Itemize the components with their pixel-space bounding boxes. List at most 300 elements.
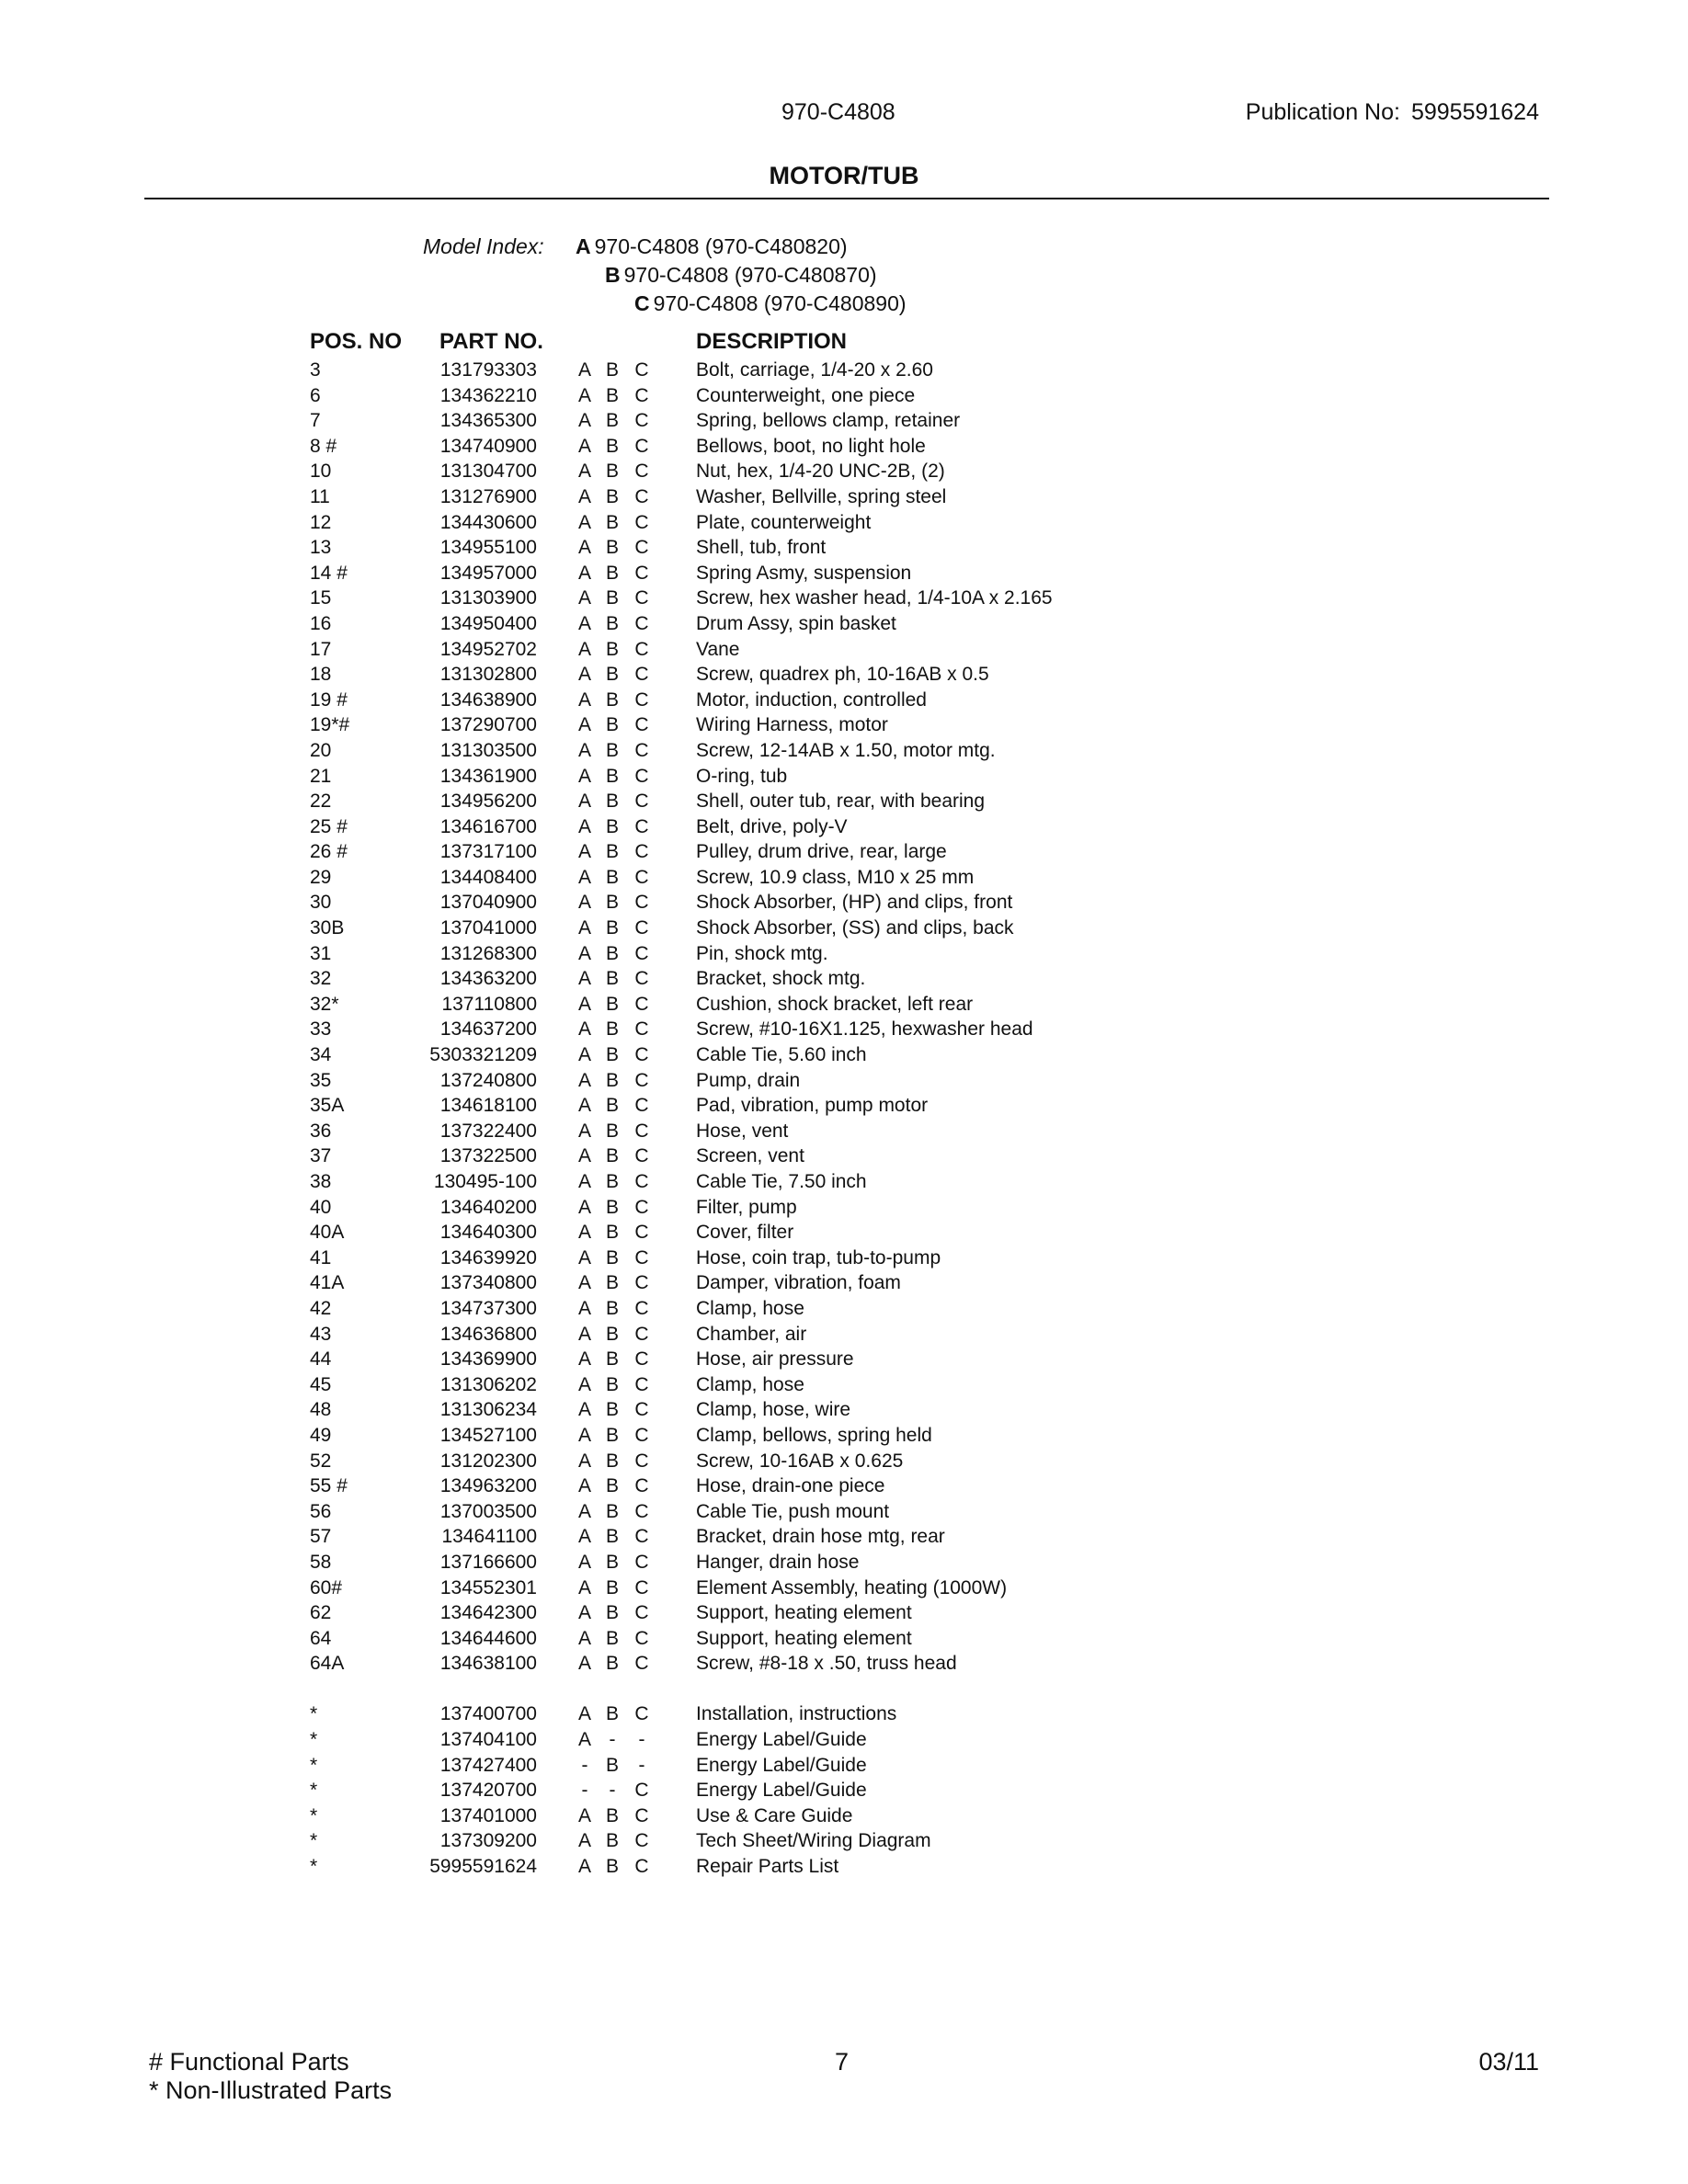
part-number: 137290700 <box>439 714 537 736</box>
model-b-flag: B <box>605 1373 619 1395</box>
part-row <box>0 510 1688 536</box>
part-pos: 64A <box>310 1653 345 1675</box>
model-a-flag: A <box>577 1348 591 1371</box>
model-c-flag: C <box>634 1424 649 1446</box>
part-pos: 10 <box>310 461 332 483</box>
part-row <box>0 1093 1688 1119</box>
model-c-flag: C <box>634 1450 649 1472</box>
part-row <box>0 738 1688 764</box>
part-pos: 35 <box>310 1069 332 1091</box>
part-description: Shock Absorber, (HP) and clips, front <box>696 892 1013 914</box>
model-a-flag: A <box>577 511 591 533</box>
part-number: 134956200 <box>439 791 537 813</box>
model-c-flag: C <box>634 1348 649 1371</box>
part-description: Bolt, carriage, 1/4-20 x 2.60 <box>696 359 933 381</box>
part-description: Cable Tie, 5.60 inch <box>696 1044 867 1066</box>
part-number: 130495-100 <box>433 1171 537 1192</box>
model-b-flag: B <box>605 1171 619 1192</box>
part-pos: 36 <box>310 1120 332 1142</box>
model-c-flag: C <box>634 765 649 787</box>
part-row <box>0 839 1688 865</box>
model-a-flag: A <box>577 1145 591 1167</box>
part-description: Installation, instructions <box>696 1703 897 1725</box>
part-row <box>0 1119 1688 1144</box>
model-c-flag: C <box>634 1576 649 1598</box>
part-description: Wiring Harness, motor <box>696 714 888 736</box>
part-description: Belt, drive, poly-V <box>696 815 848 837</box>
part-description: Use & Care Guide <box>696 1804 853 1826</box>
part-description: Chamber, air <box>696 1323 807 1345</box>
part-number: 137240800 <box>439 1069 537 1091</box>
model-c-flag: C <box>634 1222 649 1244</box>
model-b-flag: B <box>605 537 619 559</box>
model-c-flag: C <box>634 1703 649 1725</box>
part-number: 137400700 <box>439 1703 537 1725</box>
part-row <box>0 459 1688 484</box>
model-a-flag: A <box>577 562 591 584</box>
part-number: 137041000 <box>439 917 537 939</box>
part-pos: 25 # <box>310 815 348 837</box>
part-description: Screw, 10.9 class, M10 x 25 mm <box>696 866 975 888</box>
model-a-flag: A <box>577 1095 591 1117</box>
model-b-flag: B <box>605 1602 619 1624</box>
model-a-flag: A <box>577 1653 591 1675</box>
part-pos: 37 <box>310 1145 332 1167</box>
part-row <box>0 814 1688 840</box>
part-pos: 18 <box>310 664 332 686</box>
model-a-flag: A <box>577 1044 591 1066</box>
part-pos: 3 <box>310 359 321 381</box>
model-b-flag: B <box>605 1703 619 1725</box>
part-description: Screw, 12-14AB x 1.50, motor mtg. <box>696 739 996 761</box>
model-a-flag: A <box>577 942 591 964</box>
part-row <box>0 688 1688 713</box>
part-row <box>0 1042 1688 1068</box>
part-pos: 19*# <box>310 714 350 736</box>
part-number: 134957000 <box>439 562 537 584</box>
part-row <box>0 1499 1688 1525</box>
model-a-flag: A <box>577 1526 591 1548</box>
part-row <box>0 1600 1688 1626</box>
model-a-flag: - <box>581 1754 588 1776</box>
part-pos: 60# <box>310 1576 343 1598</box>
part-pos: 26 # <box>310 841 348 863</box>
part-row <box>0 1473 1688 1499</box>
part-description: Energy Label/Guide <box>696 1729 867 1751</box>
model-c-flag: C <box>634 435 649 457</box>
model-c-flag: C <box>634 866 649 888</box>
column-header-description: DESCRIPTION <box>696 329 848 354</box>
model-c-flag: C <box>634 587 649 609</box>
model-b-flag: B <box>605 435 619 457</box>
part-number: 134618100 <box>439 1095 537 1117</box>
model-b-flag: B <box>605 1551 619 1573</box>
part-row <box>0 712 1688 738</box>
part-description: Pin, shock mtg. <box>696 942 828 964</box>
part-number: 134639920 <box>439 1246 537 1268</box>
model-c-flag: C <box>634 1500 649 1522</box>
model-index-a <box>576 233 848 261</box>
model-letter: B <box>605 263 621 287</box>
part-number: 134408400 <box>439 866 537 888</box>
footer-functional-parts: # Functional Parts <box>149 2048 349 2076</box>
part-description: Shock Absorber, (SS) and clips, back <box>696 917 1014 939</box>
part-description: Bracket, drain hose mtg, rear <box>696 1526 945 1548</box>
model-b-flag: B <box>605 1830 619 1852</box>
model-index-c <box>634 290 907 318</box>
part-description: Nut, hex, 1/4-20 UNC-2B, (2) <box>696 461 945 483</box>
model-b-flag: B <box>605 841 619 863</box>
model-a-flag: A <box>577 1729 591 1751</box>
model-b-flag: B <box>605 1399 619 1421</box>
part-pos: 40 <box>310 1196 332 1218</box>
part-number: 137322500 <box>439 1145 537 1167</box>
part-pos: 30B <box>310 917 345 939</box>
part-description: Repair Parts List <box>696 1856 839 1878</box>
model-a-flag: A <box>577 688 591 711</box>
part-number: 134361900 <box>439 765 537 787</box>
model-b-flag: B <box>605 714 619 736</box>
part-pos: 58 <box>310 1551 332 1573</box>
part-description: Clamp, hose <box>696 1373 804 1395</box>
model-c-flag: C <box>634 1551 649 1573</box>
part-number: 137427400 <box>439 1754 537 1776</box>
model-a-flag: A <box>577 1830 591 1852</box>
part-pos: * <box>310 1754 318 1776</box>
model-a-flag: A <box>577 866 591 888</box>
model-b-flag: B <box>605 1222 619 1244</box>
part-row <box>0 637 1688 663</box>
parts-list <box>0 358 1688 1880</box>
part-description: Screw, #10-16X1.125, hexwasher head <box>696 1018 1033 1041</box>
model-c-flag: C <box>634 1653 649 1675</box>
model-b-flag: B <box>605 1804 619 1826</box>
part-number: 131276900 <box>439 485 537 507</box>
part-pos: 14 # <box>310 562 348 584</box>
model-b-flag: B <box>605 1272 619 1294</box>
part-number: 131202300 <box>439 1450 537 1472</box>
part-number: 134637200 <box>439 1018 537 1041</box>
header-divider <box>144 198 1549 199</box>
model-c-flag: C <box>634 892 649 914</box>
model-b-flag: B <box>605 1145 619 1167</box>
model-a-flag: A <box>577 587 591 609</box>
part-row <box>0 1550 1688 1575</box>
model-c-flag: C <box>634 485 649 507</box>
part-number: 137340800 <box>439 1272 537 1294</box>
part-description: Support, heating element <box>696 1627 912 1649</box>
part-pos: 40A <box>310 1222 345 1244</box>
column-header-part: PART NO. <box>439 329 543 354</box>
part-row <box>0 1575 1688 1601</box>
part-description: Hose, drain-one piece <box>696 1475 885 1497</box>
model-b-flag: B <box>605 739 619 761</box>
part-number: 137110800 <box>441 993 537 1015</box>
model-b-flag: B <box>605 1044 619 1066</box>
part-description: Cable Tie, 7.50 inch <box>696 1171 867 1192</box>
model-a-flag: A <box>577 1576 591 1598</box>
part-pos: 19 # <box>310 688 348 711</box>
part-pos: 32* <box>310 993 339 1015</box>
model-b-flag: B <box>605 1348 619 1371</box>
part-row <box>0 992 1688 1018</box>
part-number: 5303321209 <box>429 1044 537 1066</box>
publication-number: 5995591624 <box>1410 99 1539 125</box>
model-a-flag: A <box>577 1399 591 1421</box>
model-b-flag: B <box>605 1323 619 1345</box>
model-text: 970-C4808 (970-C480820) <box>594 234 848 258</box>
part-pos: 30 <box>310 892 332 914</box>
part-number: 131793303 <box>439 359 537 381</box>
part-pos: * <box>310 1804 318 1826</box>
column-header-pos: POS. NO <box>310 329 403 354</box>
model-c-flag: C <box>634 638 649 660</box>
part-number: 137317100 <box>439 841 537 863</box>
part-pos: 43 <box>310 1323 332 1345</box>
model-c-flag: C <box>634 384 649 406</box>
part-pos: 29 <box>310 866 332 888</box>
model-a-flag: A <box>577 1450 591 1472</box>
part-pos: 13 <box>310 537 332 559</box>
model-a-flag: A <box>577 1272 591 1294</box>
model-c-flag: C <box>634 664 649 686</box>
model-a-flag: A <box>577 1475 591 1497</box>
model-b-flag: B <box>605 410 619 432</box>
model-b-flag: B <box>605 993 619 1015</box>
model-a-flag: A <box>577 1551 591 1573</box>
part-row <box>0 966 1688 992</box>
part-pos: 20 <box>310 739 332 761</box>
part-description: Hanger, drain hose <box>696 1551 860 1573</box>
model-c-flag: C <box>634 1171 649 1192</box>
part-number: 134952702 <box>439 638 537 660</box>
part-number: 134642300 <box>439 1602 537 1624</box>
part-number: 137401000 <box>439 1804 537 1826</box>
model-c-flag: C <box>634 993 649 1015</box>
part-row <box>0 890 1688 916</box>
part-description: Clamp, bellows, spring held <box>696 1424 932 1446</box>
non-illustrated-row <box>0 1828 1688 1854</box>
part-row <box>0 561 1688 586</box>
model-a-flag: A <box>577 892 591 914</box>
part-pos: 56 <box>310 1500 332 1522</box>
part-pos: 38 <box>310 1171 332 1192</box>
model-a-flag: A <box>577 968 591 990</box>
footer-non-illustrated-parts: * Non-Illustrated Parts <box>149 2076 393 2104</box>
part-number: 131306202 <box>439 1373 537 1395</box>
model-a-flag: A <box>577 638 591 660</box>
part-number: 137309200 <box>439 1830 537 1852</box>
part-pos: * <box>310 1703 318 1725</box>
part-row <box>0 1524 1688 1550</box>
model-b-flag: B <box>605 765 619 787</box>
part-description: Spring, bellows clamp, retainer <box>696 410 961 432</box>
part-pos: 52 <box>310 1450 332 1472</box>
model-a-flag: A <box>577 461 591 483</box>
part-row <box>0 1322 1688 1348</box>
model-b-flag: B <box>605 1653 619 1675</box>
part-row <box>0 383 1688 409</box>
model-c-flag: C <box>634 1526 649 1548</box>
part-row <box>0 662 1688 688</box>
part-pos: 34 <box>310 1044 332 1066</box>
part-description: Clamp, hose, wire <box>696 1399 851 1421</box>
part-pos: 7 <box>310 410 321 432</box>
footer-date: 03/11 <box>1478 2048 1539 2076</box>
part-pos: 21 <box>310 765 332 787</box>
non-illustrated-row <box>0 1727 1688 1753</box>
model-c-flag: C <box>634 1856 649 1878</box>
part-description: Shell, outer tub, rear, with bearing <box>696 791 986 813</box>
part-number: 134640300 <box>439 1222 537 1244</box>
part-pos: 62 <box>310 1602 332 1624</box>
model-b-flag: B <box>605 664 619 686</box>
model-b-flag: B <box>605 1475 619 1497</box>
part-row <box>0 1246 1688 1271</box>
part-description: Pump, drain <box>696 1069 801 1091</box>
model-a-flag: A <box>577 1222 591 1244</box>
model-c-flag: C <box>634 1602 649 1624</box>
part-number: 137322400 <box>439 1120 537 1142</box>
model-a-flag: A <box>577 1018 591 1041</box>
model-b-flag: B <box>605 1246 619 1268</box>
model-c-flag: C <box>634 1069 649 1091</box>
model-a-flag: A <box>577 993 591 1015</box>
part-number: 137003500 <box>439 1500 537 1522</box>
model-a-flag: A <box>577 765 591 787</box>
model-c-flag: C <box>634 461 649 483</box>
part-row <box>0 1296 1688 1322</box>
model-a-flag: A <box>577 485 591 507</box>
model-a-flag: A <box>577 841 591 863</box>
model-c-flag: C <box>634 1475 649 1497</box>
part-description: Hose, coin trap, tub-to-pump <box>696 1246 941 1268</box>
part-pos: 6 <box>310 384 321 406</box>
model-text: 970-C4808 (970-C480890) <box>653 291 907 315</box>
model-c-flag: C <box>634 612 649 634</box>
model-a-flag: A <box>577 791 591 813</box>
model-c-flag: C <box>634 714 649 736</box>
part-description: Screw, 10-16AB x 0.625 <box>696 1450 904 1472</box>
model-a-flag: A <box>577 739 591 761</box>
model-b-flag: B <box>605 942 619 964</box>
part-pos: 57 <box>310 1526 332 1548</box>
model-b-flag: B <box>605 359 619 381</box>
model-a-flag: A <box>577 1069 591 1091</box>
model-a-flag: A <box>577 1373 591 1395</box>
model-b-flag: B <box>605 1500 619 1522</box>
model-index-label: Model Index: <box>423 234 544 258</box>
part-description: Motor, induction, controlled <box>696 688 927 711</box>
part-pos: 64 <box>310 1627 332 1649</box>
part-pos: * <box>310 1780 318 1802</box>
model-letter: A <box>576 234 591 258</box>
part-description: Plate, counterweight <box>696 511 872 533</box>
model-c-flag: C <box>634 688 649 711</box>
model-a-flag: A <box>577 1120 591 1142</box>
part-pos: * <box>310 1729 318 1751</box>
model-c-flag: C <box>634 917 649 939</box>
model-a-flag: A <box>577 1602 591 1624</box>
part-description: Screen, vent <box>696 1145 804 1167</box>
non-illustrated-row <box>0 1778 1688 1803</box>
model-c-flag: C <box>634 1297 649 1319</box>
model-c-flag: C <box>634 1018 649 1041</box>
model-b-flag: B <box>605 1450 619 1472</box>
part-number: 134362210 <box>439 384 537 406</box>
model-a-flag: A <box>577 714 591 736</box>
part-row <box>0 789 1688 814</box>
part-row <box>0 1220 1688 1246</box>
model-b-flag: B <box>605 1856 619 1878</box>
part-row <box>0 1372 1688 1398</box>
section-title-text: MOTOR/TUB <box>769 162 919 189</box>
part-row <box>0 1347 1688 1372</box>
part-pos: 41A <box>310 1272 345 1294</box>
model-b-flag: B <box>605 511 619 533</box>
part-pos: * <box>310 1856 318 1878</box>
model-b-flag: - <box>609 1729 616 1751</box>
model-a-flag: A <box>577 537 591 559</box>
model-a-flag: A <box>577 1424 591 1446</box>
non-illustrated-row <box>0 1803 1688 1829</box>
model-a-flag: A <box>577 359 591 381</box>
model-b-flag: B <box>605 866 619 888</box>
model-b-flag: B <box>605 612 619 634</box>
part-description: Screw, hex washer head, 1/4-10A x 2.165 <box>696 587 1053 609</box>
model-b-flag: B <box>605 384 619 406</box>
model-a-flag: A <box>577 815 591 837</box>
part-number: 134527100 <box>439 1424 537 1446</box>
part-description: Element Assembly, heating (1000W) <box>696 1576 1008 1598</box>
model-a-flag: A <box>577 612 591 634</box>
model-b-flag: B <box>605 485 619 507</box>
part-description: Pulley, drum drive, rear, large <box>696 841 947 863</box>
model-a-flag: A <box>577 1171 591 1192</box>
part-description: Tech Sheet/Wiring Diagram <box>696 1830 931 1852</box>
model-index-b <box>605 261 877 290</box>
part-row <box>0 1651 1688 1677</box>
model-c-flag: C <box>634 1399 649 1421</box>
model-b-flag: B <box>605 562 619 584</box>
part-pos: 44 <box>310 1348 332 1371</box>
model-c-flag: C <box>634 942 649 964</box>
part-description: Damper, vibration, foam <box>696 1272 901 1294</box>
model-a-flag: A <box>577 410 591 432</box>
model-c-flag: C <box>634 1145 649 1167</box>
model-a-flag: A <box>577 1627 591 1649</box>
model-c-flag: C <box>634 841 649 863</box>
model-c-flag: C <box>634 1120 649 1142</box>
model-c-flag: C <box>634 1095 649 1117</box>
header-publication <box>1246 99 1539 126</box>
section-title <box>0 162 1688 190</box>
part-pos: 49 <box>310 1424 332 1446</box>
part-pos: 8 # <box>310 435 337 457</box>
model-c-flag: C <box>634 410 649 432</box>
part-number: 134552301 <box>439 1576 537 1598</box>
part-description: Filter, pump <box>696 1196 797 1218</box>
model-b-flag: B <box>605 688 619 711</box>
part-number: 131303500 <box>439 739 537 761</box>
part-pos: 48 <box>310 1399 332 1421</box>
part-number: 137404100 <box>439 1729 537 1751</box>
part-number: 131306234 <box>439 1399 537 1421</box>
part-number: 134636800 <box>439 1323 537 1345</box>
model-c-flag: C <box>634 1246 649 1268</box>
part-row <box>0 941 1688 967</box>
model-c-flag: C <box>634 1830 649 1852</box>
